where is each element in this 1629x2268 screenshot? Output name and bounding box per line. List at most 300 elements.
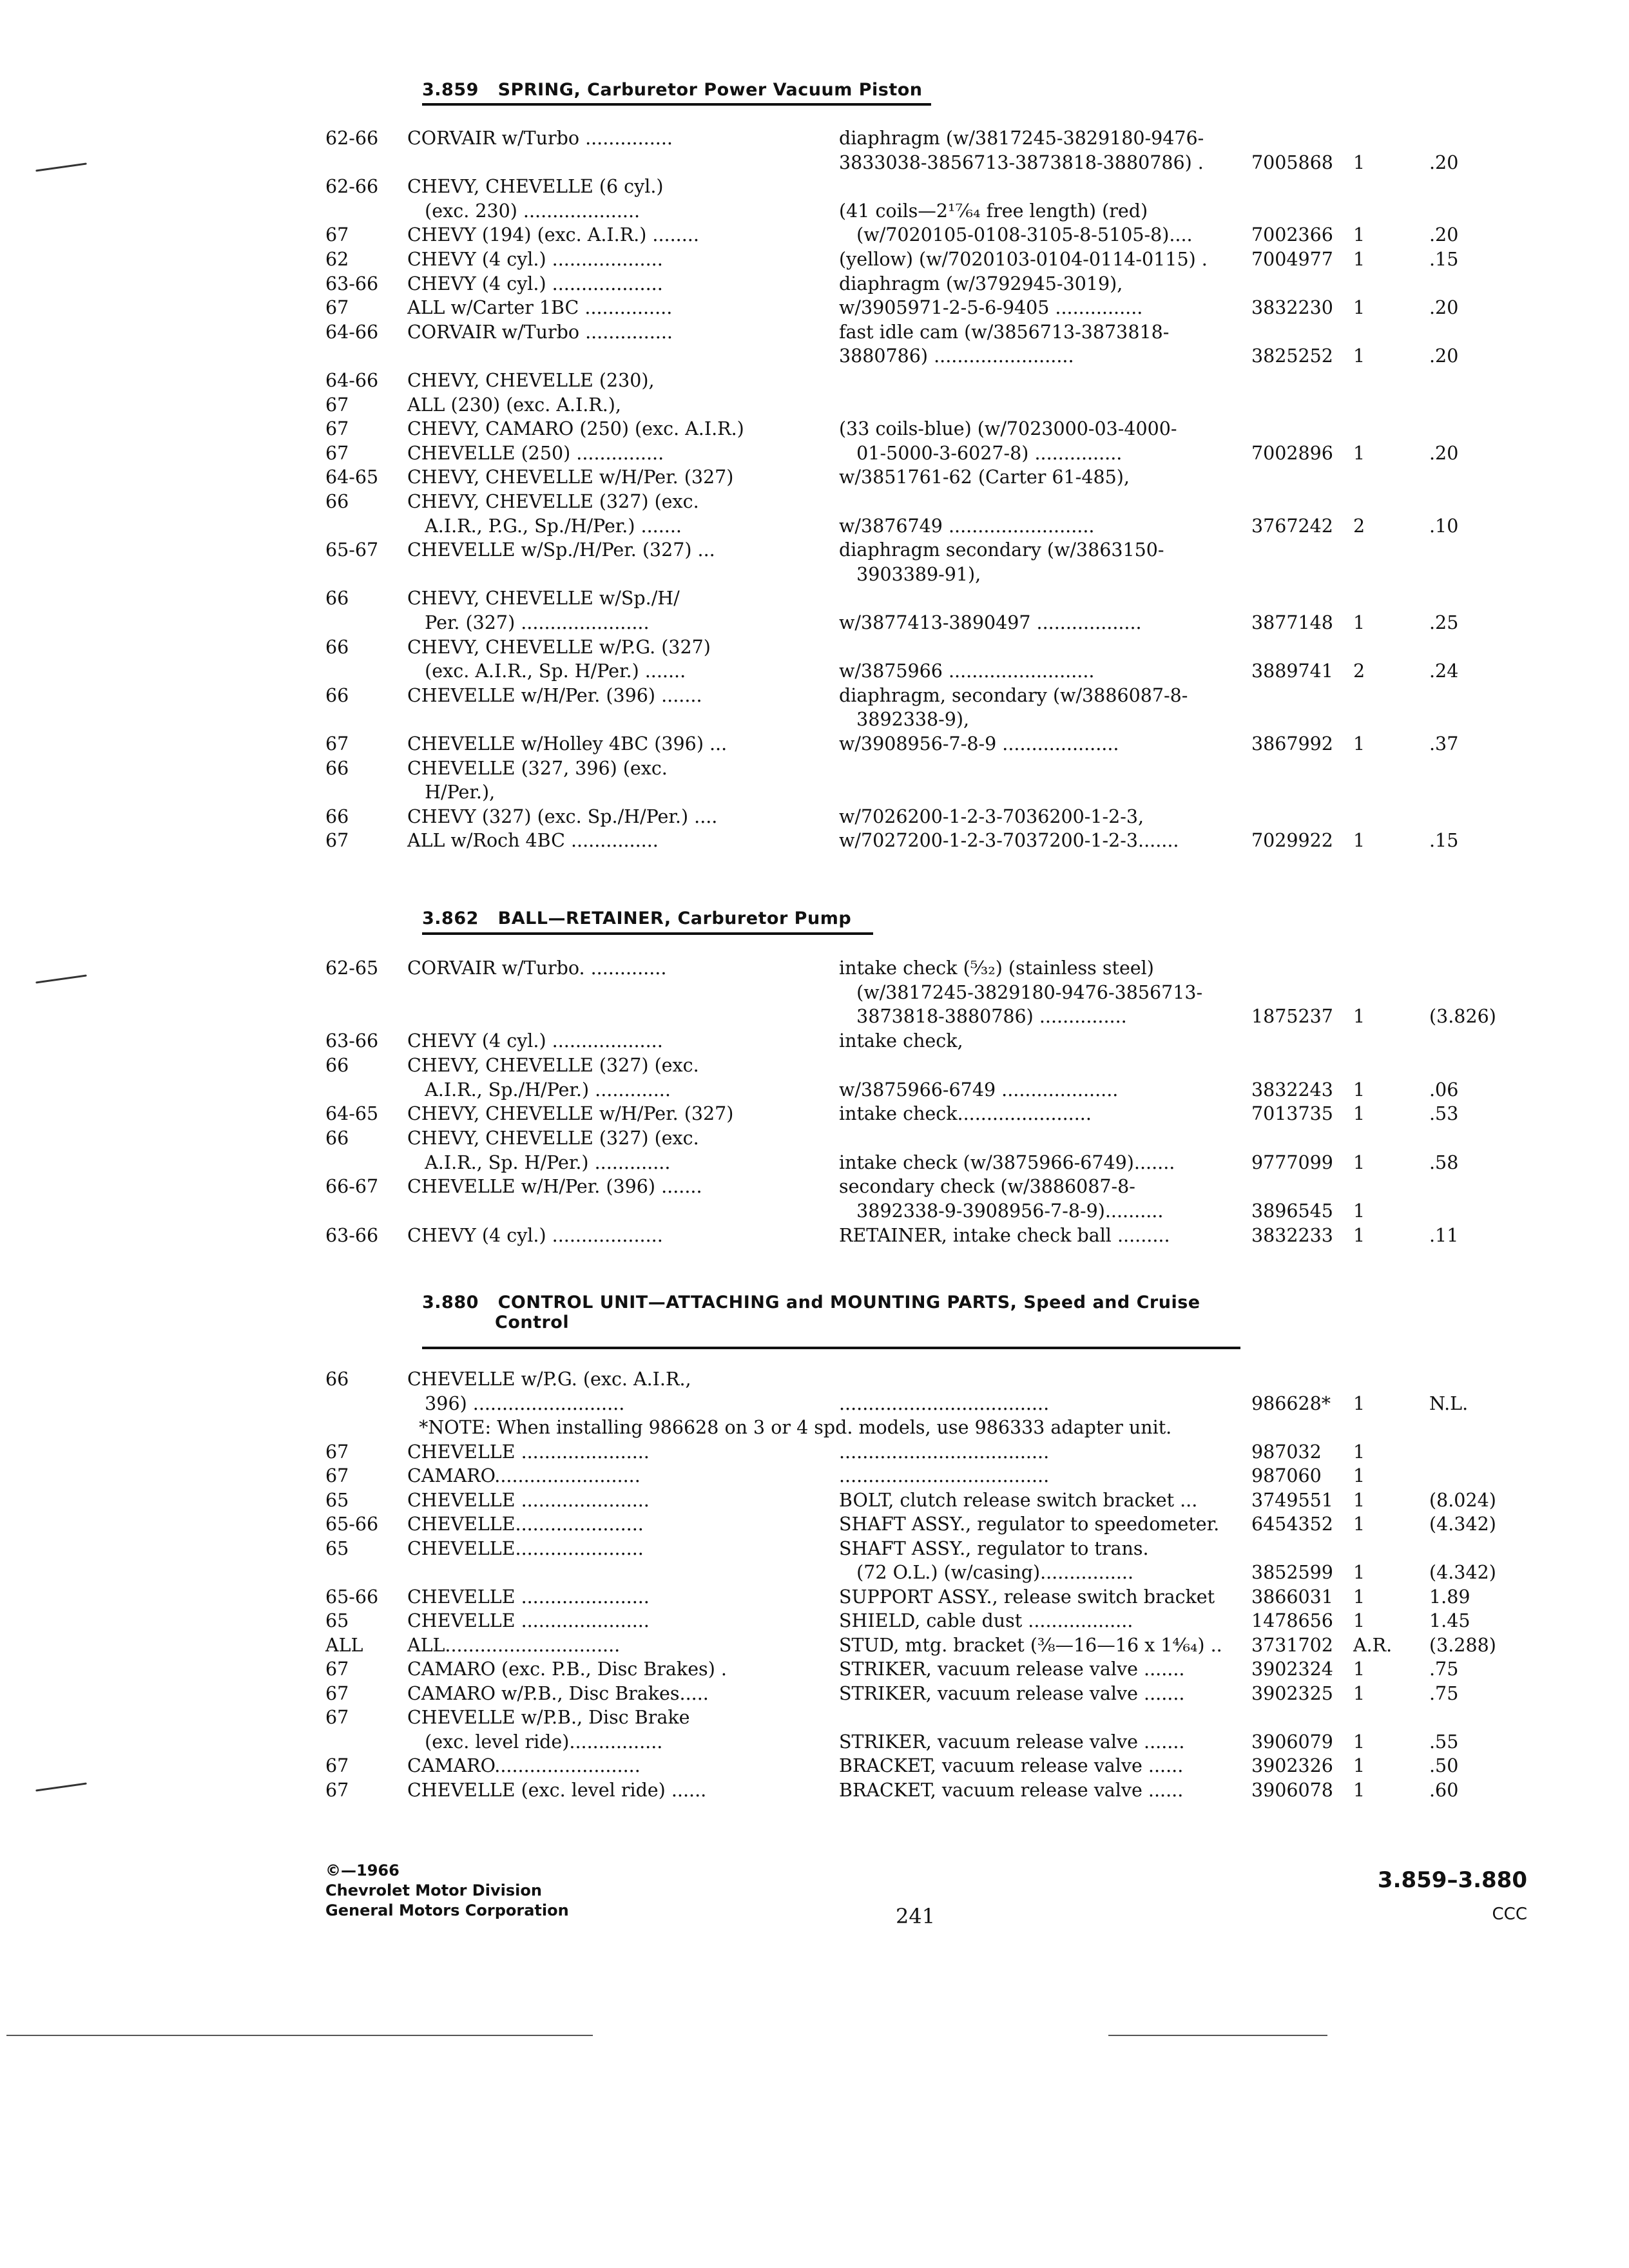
- parts-row: [0, 1004, 1629, 1030]
- section-title: BALL—RETAINER, Carburetor Pump: [497, 908, 852, 928]
- model-cell: CAMARO.........................: [407, 1755, 641, 1776]
- price-cell: .20: [1429, 297, 1459, 319]
- parts-row: [0, 1464, 1629, 1490]
- year-cell: 63-66: [325, 273, 379, 294]
- year-cell: 65: [325, 1489, 349, 1511]
- price-cell: .53: [1429, 1103, 1459, 1125]
- parts-row: [0, 1585, 1629, 1611]
- part-number-cell: 3889741: [1251, 660, 1333, 682]
- description-cell: (w/7020105-0108-3105-8-5105-8)....: [839, 224, 1193, 246]
- model-cell: CHEVELLE ......................: [407, 1610, 650, 1631]
- scan-edge-line: [1108, 2035, 1327, 2036]
- model-cell: CHEVELLE w/P.B., Disc Brake: [407, 1707, 690, 1728]
- year-cell: 67: [325, 1441, 349, 1463]
- section-heading: [422, 80, 923, 100]
- price-cell: .75: [1429, 1682, 1459, 1704]
- price-cell: .25: [1429, 612, 1459, 633]
- heading-underline: [422, 103, 931, 106]
- parts-row: [0, 1029, 1629, 1055]
- part-number-cell: 3731702: [1251, 1634, 1333, 1656]
- parts-row: [0, 1440, 1629, 1466]
- parts-row: [0, 344, 1629, 370]
- quantity-cell: 1: [1353, 1103, 1365, 1125]
- parts-row: [0, 296, 1629, 322]
- model-cell: CHEVY (4 cyl.) ...................: [407, 1030, 663, 1052]
- year-cell: 66: [325, 684, 349, 706]
- description-cell: intake check (w/3875966-6749).......: [839, 1151, 1175, 1173]
- description-cell: SHIELD, cable dust ..................: [839, 1610, 1133, 1631]
- parts-row: [0, 1706, 1629, 1731]
- part-number-cell: 3832233: [1251, 1224, 1333, 1246]
- parts-row: [0, 1053, 1629, 1079]
- parts-row: [0, 1126, 1629, 1152]
- price-cell: .15: [1429, 830, 1459, 852]
- year-cell: 66: [325, 757, 349, 779]
- price-cell: .20: [1429, 442, 1459, 464]
- year-cell: 62-66: [325, 176, 379, 198]
- part-number-cell: 3767242: [1251, 515, 1333, 537]
- year-cell: 65: [325, 1537, 349, 1559]
- description-cell: ....................................: [839, 1465, 1050, 1486]
- parts-row: [0, 247, 1629, 273]
- parts-row: [0, 1657, 1629, 1683]
- year-cell: 67: [325, 1658, 349, 1680]
- model-cell: CHEVY, CHEVELLE (327) (exc.: [407, 1127, 699, 1149]
- parts-row: [0, 490, 1629, 515]
- section-heading: [422, 1293, 1200, 1332]
- description-cell: (w/3817245-3829180-9476-3856713-: [839, 981, 1203, 1003]
- model-cell: CHEVY, CHEVELLE w/Sp./H/: [407, 588, 680, 610]
- model-cell: ALL w/Roch 4BC ...............: [407, 830, 659, 852]
- footer-publisher: [325, 1861, 569, 1921]
- model-cell: CORVAIR w/Turbo ...............: [407, 128, 673, 149]
- model-cell: *NOTE: When installing 986628 on 3 or 4 spd. models, use 986333 adapter unit.: [407, 1417, 1172, 1438]
- quantity-cell: 1: [1353, 1562, 1365, 1583]
- section-title-line2: Control: [495, 1312, 570, 1332]
- quantity-cell: 1: [1353, 1586, 1365, 1608]
- part-number-cell: 3906079: [1251, 1731, 1333, 1753]
- year-cell: 65-67: [325, 539, 379, 561]
- section-range: 3.859–3.880: [1377, 1867, 1527, 1893]
- description-cell: w/3875966 .........................: [839, 660, 1095, 682]
- description-cell: BRACKET, vacuum release valve ......: [839, 1779, 1184, 1801]
- parts-row: [0, 1512, 1629, 1538]
- description-cell: STUD, mtg. bracket (³⁄₈—16—16 x 1⁴⁄₆₄) ..: [839, 1634, 1222, 1656]
- quantity-cell: 1: [1353, 612, 1365, 633]
- year-cell: 62-65: [325, 957, 379, 979]
- section-number: 3.880: [422, 1293, 479, 1312]
- parts-row: [0, 1754, 1629, 1780]
- parts-row: [0, 611, 1629, 637]
- model-cell: ALL..............................: [407, 1634, 621, 1656]
- model-cell: CHEVY (4 cyl.) ...................: [407, 273, 663, 294]
- quantity-cell: 1: [1353, 1779, 1365, 1801]
- parts-row: [0, 1730, 1629, 1756]
- model-cell: CHEVY, CHEVELLE w/H/Per. (327): [407, 1103, 734, 1125]
- parts-row: [0, 635, 1629, 661]
- year-cell: 67: [325, 830, 349, 852]
- parts-row: [0, 1778, 1629, 1804]
- part-number-cell: 7002896: [1251, 442, 1333, 464]
- description-cell: (yellow) (w/7020103-0104-0114-0115) .: [839, 249, 1208, 270]
- quantity-cell: 1: [1353, 1610, 1365, 1631]
- quantity-cell: 1: [1353, 345, 1365, 367]
- quantity-cell: 1: [1353, 1392, 1365, 1414]
- year-cell: 67: [325, 1755, 349, 1776]
- parts-row: [0, 586, 1629, 612]
- year-cell: 67: [325, 1707, 349, 1728]
- model-cell: CHEVY (194) (exc. A.I.R.) ........: [407, 224, 699, 246]
- part-number-cell: 7004977: [1251, 249, 1333, 270]
- model-cell: CHEVY, CHEVELLE w/H/Per. (327): [407, 466, 734, 488]
- description-cell: intake check,: [839, 1030, 963, 1052]
- description-cell: 01-5000-3-6027-8) ...............: [839, 442, 1123, 464]
- footer-range: [1353, 1867, 1527, 1924]
- parts-row: [0, 756, 1629, 782]
- part-number-cell: 3825252: [1251, 345, 1333, 367]
- part-number-cell: 3867992: [1251, 733, 1333, 754]
- parts-row: [0, 1151, 1629, 1177]
- model-cell: (exc. 230) ....................: [407, 200, 641, 222]
- year-cell: 66: [325, 1369, 349, 1390]
- part-number-cell: 3832243: [1251, 1079, 1333, 1100]
- model-cell: CORVAIR w/Turbo. .............: [407, 957, 667, 979]
- model-cell: CHEVELLE ......................: [407, 1489, 650, 1511]
- parts-row: [0, 1633, 1629, 1659]
- description-cell: 3892338-9-3908956-7-8-9)..........: [839, 1200, 1164, 1222]
- model-cell: CHEVY (4 cyl.) ...................: [407, 1224, 663, 1246]
- parts-row: [0, 1078, 1629, 1104]
- model-cell: H/Per.),: [407, 782, 496, 803]
- quantity-cell: 1: [1353, 151, 1365, 173]
- price-cell: (3.288): [1429, 1634, 1496, 1656]
- section-title: SPRING, Carburetor Power Vacuum Piston: [497, 80, 923, 100]
- parts-row: [0, 805, 1629, 831]
- description-cell: 3892338-9),: [839, 709, 970, 731]
- model-cell: (exc. level ride)................: [407, 1731, 663, 1753]
- part-number-cell: 3866031: [1251, 1586, 1333, 1608]
- part-number-cell: 3877148: [1251, 612, 1333, 633]
- description-cell: 3873818-3880786) ...............: [839, 1006, 1127, 1028]
- model-cell: CHEVELLE w/P.G. (exc. A.I.R.,: [407, 1369, 691, 1390]
- description-cell: fast idle cam (w/3856713-3873818-: [839, 321, 1170, 343]
- parts-row: [0, 151, 1629, 177]
- year-cell: 67: [325, 442, 349, 464]
- year-cell: 67: [325, 418, 349, 440]
- year-cell: 62: [325, 249, 349, 270]
- model-cell: CHEVY, CHEVELLE (327) (exc.: [407, 1054, 699, 1076]
- parts-row: [0, 956, 1629, 982]
- quantity-cell: 1: [1353, 1682, 1365, 1704]
- model-cell: CHEVELLE (327, 396) (exc.: [407, 757, 668, 779]
- part-number-cell: 3832230: [1251, 297, 1333, 319]
- model-cell: CHEVELLE w/Sp./H/Per. (327) ...: [407, 539, 715, 561]
- parts-row: [0, 1102, 1629, 1128]
- description-cell: diaphragm (w/3792945-3019),: [839, 273, 1123, 294]
- quantity-cell: 1: [1353, 1755, 1365, 1776]
- year-cell: 66: [325, 636, 349, 658]
- parts-row: [0, 1682, 1629, 1707]
- description-cell: ....................................: [839, 1392, 1050, 1414]
- description-cell: STRIKER, vacuum release valve .......: [839, 1682, 1185, 1704]
- description-cell: 3903389-91),: [839, 563, 981, 585]
- parts-row: [0, 1488, 1629, 1514]
- parts-row: [0, 562, 1629, 588]
- quantity-cell: 1: [1353, 1224, 1365, 1246]
- parts-row: [0, 272, 1629, 298]
- part-number-cell: 7013735: [1251, 1103, 1333, 1125]
- part-number-cell: 1875237: [1251, 1006, 1333, 1028]
- model-cell: A.I.R., Sp. H/Per.) .............: [407, 1151, 671, 1173]
- model-cell: CHEVELLE ......................: [407, 1586, 650, 1608]
- model-cell: (exc. A.I.R., Sp. H/Per.) .......: [407, 660, 686, 682]
- description-cell: (41 coils—2¹⁷⁄₆₄ free length) (red): [839, 200, 1148, 222]
- parts-row: [0, 1392, 1629, 1418]
- price-cell: .15: [1429, 249, 1459, 270]
- heading-underline: [422, 1347, 1240, 1349]
- quantity-cell: 2: [1353, 660, 1365, 682]
- year-cell: 65-66: [325, 1586, 379, 1608]
- model-cell: CHEVY, CHEVELLE (230),: [407, 370, 655, 391]
- description-cell: 3833038-3856713-3873818-3880786) .: [839, 151, 1204, 173]
- year-cell: 67: [325, 297, 349, 319]
- price-cell: .55: [1429, 1731, 1459, 1753]
- description-cell: w/3875966-6749 ....................: [839, 1079, 1119, 1100]
- parts-row: [0, 659, 1629, 685]
- model-cell: CHEVY (4 cyl.) ...................: [407, 249, 663, 270]
- parts-row: [0, 1175, 1629, 1200]
- price-cell: .58: [1429, 1151, 1459, 1173]
- year-cell: 63-66: [325, 1030, 379, 1052]
- price-cell: .24: [1429, 660, 1459, 682]
- description-cell: w/3851761-62 (Carter 61-485),: [839, 466, 1130, 488]
- part-number-cell: 3896545: [1251, 1200, 1333, 1222]
- year-cell: 64-66: [325, 370, 379, 391]
- parts-row: [0, 538, 1629, 564]
- parts-row: [0, 732, 1629, 758]
- year-cell: 67: [325, 1779, 349, 1801]
- model-cell: CHEVELLE w/H/Per. (396) .......: [407, 684, 702, 706]
- parts-row: [0, 707, 1629, 733]
- year-cell: 65: [325, 1610, 349, 1631]
- model-cell: ALL w/Carter 1BC ...............: [407, 297, 673, 319]
- copyright-text: ©—1966: [325, 1861, 400, 1879]
- year-cell: 64-65: [325, 466, 379, 488]
- year-cell: 67: [325, 1465, 349, 1486]
- description-cell: intake check.......................: [839, 1103, 1092, 1125]
- year-cell: 67: [325, 224, 349, 246]
- description-cell: diaphragm, secondary (w/3886087-8-: [839, 684, 1188, 706]
- price-cell: 1.89: [1429, 1586, 1470, 1608]
- price-cell: .11: [1429, 1224, 1459, 1246]
- price-cell: 1.45: [1429, 1610, 1470, 1631]
- price-cell: (8.024): [1429, 1489, 1496, 1511]
- year-cell: 66: [325, 805, 349, 827]
- model-cell: CAMARO (exc. P.B., Disc Brakes) .: [407, 1658, 727, 1680]
- part-number-cell: 7029922: [1251, 830, 1333, 852]
- parts-row: [0, 369, 1629, 394]
- description-cell: SHAFT ASSY., regulator to trans.: [839, 1537, 1149, 1559]
- year-cell: 63-66: [325, 1224, 379, 1246]
- price-cell: .75: [1429, 1658, 1459, 1680]
- year-cell: 62-66: [325, 128, 379, 149]
- model-cell: CHEVY, CHEVELLE w/P.G. (327): [407, 636, 711, 658]
- description-cell: (72 O.L.) (w/casing)................: [839, 1562, 1134, 1583]
- parts-row: [0, 199, 1629, 225]
- quantity-cell: 1: [1353, 1514, 1365, 1535]
- parts-row: [0, 829, 1629, 854]
- model-cell: CHEVELLE ......................: [407, 1441, 650, 1463]
- description-cell: w/3908956-7-8-9 ....................: [839, 733, 1119, 754]
- description-cell: (33 coils-blue) (w/7023000-03-4000-: [839, 418, 1177, 440]
- quantity-cell: 1: [1353, 1151, 1365, 1173]
- price-cell: N.L.: [1429, 1392, 1469, 1414]
- description-cell: w/7026200-1-2-3-7036200-1-2-3,: [839, 805, 1144, 827]
- year-cell: 66: [325, 491, 349, 512]
- part-number-cell: 3749551: [1251, 1489, 1333, 1511]
- heading-underline: [422, 932, 873, 935]
- scan-edge-line: [6, 2035, 593, 2036]
- year-cell: 66: [325, 1127, 349, 1149]
- price-cell: .10: [1429, 515, 1459, 537]
- page-number: 241: [896, 1904, 936, 1928]
- section-heading: [422, 908, 851, 928]
- model-cell: CAMARO w/P.B., Disc Brakes.....: [407, 1682, 709, 1704]
- model-cell: A.I.R., Sp./H/Per.) .............: [407, 1079, 671, 1100]
- model-cell: CHEVY, CAMARO (250) (exc. A.I.R.): [407, 418, 744, 440]
- catalog-code: CCC: [1492, 1905, 1527, 1924]
- quantity-cell: A.R.: [1353, 1634, 1393, 1656]
- year-cell: 67: [325, 733, 349, 754]
- price-cell: .60: [1429, 1779, 1459, 1801]
- price-cell: .20: [1429, 151, 1459, 173]
- section-number: 3.859: [422, 80, 479, 100]
- quantity-cell: 1: [1353, 1079, 1365, 1100]
- parts-row: [0, 684, 1629, 709]
- price-cell: .20: [1429, 224, 1459, 246]
- parts-row: [0, 1367, 1629, 1393]
- part-number-cell: 9777099: [1251, 1151, 1333, 1173]
- part-number-cell: 3902325: [1251, 1682, 1333, 1704]
- year-cell: 66-67: [325, 1176, 379, 1198]
- parts-row: [0, 393, 1629, 419]
- description-cell: diaphragm (w/3817245-3829180-9476-: [839, 128, 1204, 149]
- year-cell: 66: [325, 588, 349, 610]
- year-cell: 67: [325, 1682, 349, 1704]
- parts-row: [0, 514, 1629, 540]
- quantity-cell: 1: [1353, 249, 1365, 270]
- parts-row: [0, 1199, 1629, 1225]
- part-number-cell: 6454352: [1251, 1514, 1333, 1535]
- part-number-cell: 3852599: [1251, 1562, 1333, 1583]
- description-cell: BOLT, clutch release switch bracket ...: [839, 1489, 1198, 1511]
- quantity-cell: 1: [1353, 224, 1365, 246]
- description-cell: 3880786) ........................: [839, 345, 1074, 367]
- parts-row: [0, 1537, 1629, 1562]
- section-title: CONTROL UNIT—ATTACHING and MOUNTING PARTS, Speed and Cruise: [497, 1293, 1200, 1312]
- parts-row: [0, 780, 1629, 806]
- model-cell: CHEVELLE......................: [407, 1514, 644, 1535]
- description-cell: diaphragm secondary (w/3863150-: [839, 539, 1164, 561]
- year-cell: 64-65: [325, 1103, 379, 1125]
- description-cell: intake check (⁵⁄₃₂) (stainless steel): [839, 957, 1154, 979]
- description-cell: BRACKET, vacuum release valve ......: [839, 1755, 1184, 1776]
- division-text: Chevrolet Motor Division: [325, 1881, 542, 1899]
- description-cell: ....................................: [839, 1441, 1050, 1463]
- part-number-cell: 3902324: [1251, 1658, 1333, 1680]
- model-cell: CHEVY (327) (exc. Sp./H/Per.) ....: [407, 805, 718, 827]
- description-cell: SUPPORT ASSY., release switch bracket: [839, 1586, 1215, 1608]
- price-cell: (4.342): [1429, 1514, 1496, 1535]
- parts-row: [0, 441, 1629, 467]
- part-number-cell: 987032: [1251, 1441, 1322, 1463]
- parts-row: [0, 1224, 1629, 1249]
- description-cell: STRIKER, vacuum release valve .......: [839, 1731, 1185, 1753]
- parts-row: [0, 320, 1629, 346]
- price-cell: (4.342): [1429, 1562, 1496, 1583]
- description-cell: secondary check (w/3886087-8-: [839, 1176, 1135, 1198]
- quantity-cell: 1: [1353, 1006, 1365, 1028]
- quantity-cell: 1: [1353, 1465, 1365, 1486]
- description-cell: RETAINER, intake check ball .........: [839, 1224, 1170, 1246]
- model-cell: ALL (230) (exc. A.I.R.),: [407, 394, 621, 416]
- quantity-cell: 1: [1353, 1489, 1365, 1511]
- description-cell: w/3876749 .........................: [839, 515, 1095, 537]
- price-cell: .06: [1429, 1079, 1459, 1100]
- year-cell: 67: [325, 394, 349, 416]
- year-cell: 65-66: [325, 1514, 379, 1535]
- year-cell: ALL: [325, 1634, 363, 1656]
- year-cell: 66: [325, 1054, 349, 1076]
- quantity-cell: 1: [1353, 1731, 1365, 1753]
- quantity-cell: 1: [1353, 1200, 1365, 1222]
- quantity-cell: 1: [1353, 1658, 1365, 1680]
- parts-row: [0, 175, 1629, 200]
- quantity-cell: 1: [1353, 297, 1365, 319]
- part-number-cell: 3902326: [1251, 1755, 1333, 1776]
- price-cell: .20: [1429, 345, 1459, 367]
- model-cell: CAMARO.........................: [407, 1465, 641, 1486]
- quantity-cell: 1: [1353, 830, 1365, 852]
- model-cell: Per. (327) ......................: [407, 612, 650, 633]
- model-cell: 396) ..........................: [407, 1392, 625, 1414]
- description-cell: w/3905971-2-5-6-9405 ...............: [839, 297, 1143, 319]
- model-cell: CHEVY, CHEVELLE (327) (exc.: [407, 491, 699, 512]
- section-number: 3.862: [422, 908, 479, 928]
- part-number-cell: 1478656: [1251, 1610, 1333, 1631]
- parts-row: [0, 1416, 1629, 1441]
- quantity-cell: 1: [1353, 442, 1365, 464]
- corporation-text: General Motors Corporation: [325, 1901, 569, 1919]
- quantity-cell: 1: [1353, 1441, 1365, 1463]
- model-cell: CORVAIR w/Turbo ...............: [407, 321, 673, 343]
- parts-row: [0, 223, 1629, 249]
- part-number-cell: 3906078: [1251, 1779, 1333, 1801]
- quantity-cell: 1: [1353, 733, 1365, 754]
- description-cell: w/7027200-1-2-3-7037200-1-2-3.......: [839, 830, 1179, 852]
- part-number-cell: 7002366: [1251, 224, 1333, 246]
- parts-row: [0, 1609, 1629, 1635]
- model-cell: CHEVELLE (250) ...............: [407, 442, 664, 464]
- model-cell: CHEVY, CHEVELLE (6 cyl.): [407, 176, 664, 198]
- description-cell: STRIKER, vacuum release valve .......: [839, 1658, 1185, 1680]
- model-cell: CHEVELLE (exc. level ride) ......: [407, 1779, 707, 1801]
- part-number-cell: 987060: [1251, 1465, 1322, 1486]
- model-cell: CHEVELLE......................: [407, 1537, 644, 1559]
- price-cell: (3.826): [1429, 1006, 1496, 1028]
- parts-row: [0, 126, 1629, 152]
- description-cell: SHAFT ASSY., regulator to speedometer.: [839, 1514, 1220, 1535]
